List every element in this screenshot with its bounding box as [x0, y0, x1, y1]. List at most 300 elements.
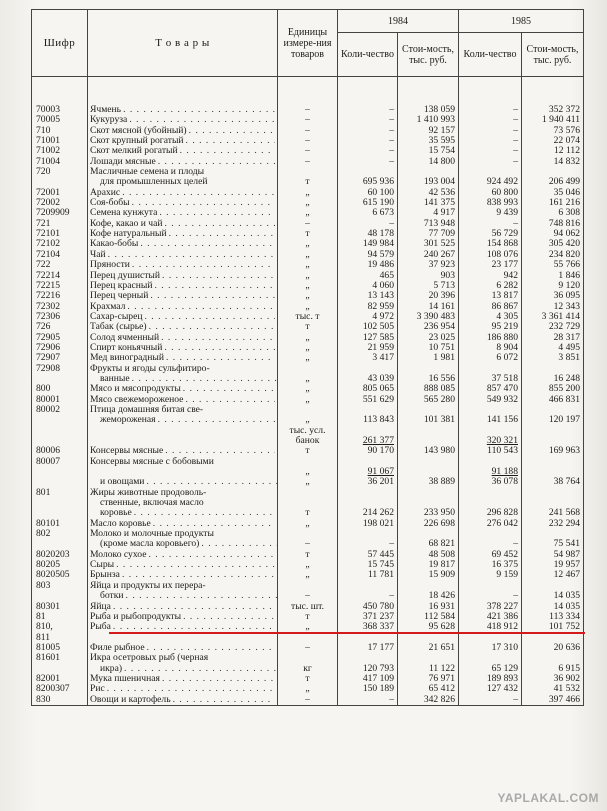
q85-value: 91 188 — [491, 466, 518, 478]
q85-value: 23 177 — [491, 259, 518, 271]
c84-value: 42 536 — [428, 186, 455, 198]
q84-cell — [338, 488, 398, 498]
unit-text-secondary: т — [305, 445, 310, 457]
unit-cell — [278, 395, 338, 405]
goods-name: Кофе, какао и чай — [90, 218, 163, 229]
unit-cell — [278, 467, 338, 488]
code-text: 726 — [36, 321, 51, 333]
name-cell — [88, 229, 278, 239]
name-cell — [88, 643, 278, 653]
dot-leader — [127, 302, 275, 312]
c85-value: 14 035 — [553, 600, 580, 612]
unit-text: „ — [305, 331, 310, 343]
name-cell — [88, 457, 278, 467]
unit-text: „ — [305, 259, 310, 271]
q84-value: 43 039 — [367, 372, 394, 384]
name-cell — [88, 146, 278, 156]
name-cell — [88, 115, 278, 125]
unit-cell — [278, 653, 338, 663]
goods-name: ственные, включая масло — [100, 498, 204, 509]
q84-value: 48 178 — [367, 228, 394, 240]
q84-cell — [338, 260, 398, 270]
unit-cell — [278, 591, 338, 601]
q85-cell — [459, 322, 522, 332]
name-cell — [88, 633, 278, 643]
code-cell — [32, 591, 88, 601]
q84-value: 17 177 — [367, 641, 394, 653]
dot-leader — [169, 229, 275, 239]
table-row — [32, 291, 584, 301]
c84-cell — [398, 353, 459, 363]
q84-value: 13 143 — [367, 290, 394, 302]
unit-text: „ — [305, 517, 310, 529]
unit-text: тыс. шт. — [291, 600, 324, 612]
dot-leader — [134, 508, 278, 518]
c84-cell — [398, 519, 459, 529]
dot-leader — [149, 322, 275, 332]
q85-value: – — [513, 135, 518, 147]
header-code: Шифр — [32, 10, 88, 77]
dot-leader — [144, 312, 275, 322]
unit-text: тыс. усл. банок — [289, 424, 326, 446]
unit-text: „ — [305, 186, 310, 198]
code-text: 72302 — [36, 300, 60, 312]
c84-value: 15 754 — [428, 145, 455, 157]
q85-value: 8 904 — [496, 341, 518, 353]
code-cell — [32, 529, 88, 539]
code-text: 72101 — [36, 228, 60, 240]
code-text: 72906 — [36, 341, 60, 353]
code-text: 803 — [36, 579, 51, 591]
unit-cell — [278, 353, 338, 363]
c85-value: 161 216 — [548, 197, 580, 209]
q84-value: 417 109 — [362, 672, 394, 684]
name-cell — [88, 395, 278, 405]
name-cell — [88, 674, 278, 684]
highlight-underline — [109, 632, 585, 634]
unit-cell — [278, 157, 338, 167]
q84-value: 120 793 — [362, 662, 394, 674]
unit-cell — [278, 488, 338, 498]
q85-cell — [459, 395, 522, 405]
name-cell — [88, 384, 278, 394]
c85-cell — [522, 395, 584, 405]
goods-name: Фрукты и ягоды сульфитиро- — [90, 363, 210, 374]
goods-name: Рис — [90, 684, 105, 695]
code-text: 81601 — [36, 652, 60, 664]
q84-value: 60 100 — [367, 186, 394, 198]
goods-name: Табак (сырье) — [90, 322, 147, 333]
q85-value: 141 156 — [486, 414, 518, 426]
c84-value: 903 — [440, 269, 455, 281]
goods-name: Масличные семена и плоды — [90, 167, 205, 178]
table-row — [32, 653, 584, 663]
q84-cell — [338, 291, 398, 301]
unit-text: т — [305, 228, 310, 240]
c84-value: 68 821 — [428, 538, 455, 550]
q85-value: 154 868 — [486, 238, 518, 250]
c85-cell — [522, 570, 584, 580]
goods-name: Яйца — [90, 601, 111, 612]
unit-text: т — [305, 507, 310, 519]
dot-leader — [189, 126, 275, 136]
c84-value: 77 709 — [428, 228, 455, 240]
code-cell — [32, 405, 88, 415]
c85-cell — [522, 291, 584, 301]
c84-value: 141 375 — [423, 197, 455, 209]
code-text: 70005 — [36, 114, 60, 126]
q84-value: 82 959 — [367, 300, 394, 312]
goods-name: Овощи и картофель — [90, 694, 171, 705]
table-row — [32, 426, 584, 457]
dot-leader — [183, 384, 275, 394]
q85-cell — [459, 622, 522, 632]
goods-name: и овощами — [100, 476, 145, 488]
c85-value: 241 568 — [548, 507, 580, 519]
dot-leader — [158, 415, 278, 425]
unit-text: – — [305, 217, 310, 229]
c85-value: 748 816 — [548, 217, 580, 229]
goods-name: Мука пшеничная — [90, 673, 160, 684]
header-year-1984: 1984 — [338, 10, 459, 33]
c84-value: 18 426 — [428, 590, 455, 602]
q85-cell — [459, 519, 522, 529]
goods-name: Кофе натуральный — [90, 229, 167, 240]
q85-value: 95 219 — [491, 321, 518, 333]
goods-name: Консервы мясные с бобовыми — [90, 456, 214, 467]
name-cell — [88, 664, 278, 674]
code-text: 810, — [36, 621, 53, 633]
c85-cell — [522, 260, 584, 270]
q85-value: 56 729 — [491, 228, 518, 240]
code-text: 72907 — [36, 352, 60, 364]
c84-cell — [398, 622, 459, 632]
code-cell — [32, 167, 88, 177]
code-cell — [32, 467, 88, 488]
goods-name: Перец душистый — [90, 270, 161, 281]
q85-value: 65 129 — [491, 662, 518, 674]
name-cell — [88, 364, 278, 374]
code-text: 81005 — [36, 641, 60, 653]
c85-value: 9 120 — [558, 279, 580, 291]
c85-value: 14 035 — [553, 590, 580, 602]
unit-text: „ — [305, 372, 310, 384]
unit-cell — [278, 519, 338, 529]
q85-cell — [459, 291, 522, 301]
c84-value: 76 971 — [428, 672, 455, 684]
q84-value-tonnes: 36 201 — [367, 476, 394, 488]
unit-cell — [278, 643, 338, 653]
c85-value: 14 832 — [553, 155, 580, 167]
dot-leader — [164, 343, 275, 353]
goods-name: Птица домашняя битая све- — [90, 404, 204, 415]
goods-name: Молоко и молочные продукты — [90, 529, 214, 540]
unit-text: – — [305, 104, 310, 115]
table-row — [32, 695, 584, 706]
code-text: 722 — [36, 259, 51, 271]
q84-value: 4 972 — [372, 310, 394, 322]
code-text: 80007 — [36, 455, 60, 467]
name-cell — [88, 488, 278, 498]
unit-text: „ — [305, 559, 310, 571]
q85-value: 13 817 — [491, 290, 518, 302]
q85-value: 418 912 — [486, 621, 518, 633]
q84-value: 465 — [379, 269, 394, 281]
q84-cell — [338, 426, 398, 457]
header-cost-1985: Стои-мость, тыс. руб. — [522, 33, 584, 77]
goods-name: Сыры — [90, 560, 115, 571]
q85-cell — [459, 591, 522, 601]
name-cell — [88, 374, 278, 384]
q84-value: – — [389, 135, 394, 147]
q85-value: 17 310 — [491, 641, 518, 653]
q85-value: – — [513, 145, 518, 157]
name-cell — [88, 219, 278, 229]
header-cost-1984: Стои-мость, тыс. руб. — [398, 33, 459, 77]
c85-value: 6 915 — [558, 662, 580, 674]
unit-cell — [278, 426, 338, 457]
c84-value: 16 556 — [428, 372, 455, 384]
q84-value: 102 505 — [362, 321, 394, 333]
code-cell — [32, 457, 88, 467]
code-cell — [32, 322, 88, 332]
dot-leader — [146, 476, 277, 487]
c85-value: 1 846 — [558, 269, 580, 281]
code-text: 830 — [36, 693, 51, 705]
c84-value: 4 917 — [433, 207, 455, 219]
goods-name: Скот мелкий рогатый — [90, 146, 178, 157]
code-cell — [32, 498, 88, 508]
q85-value: 6 072 — [496, 352, 518, 364]
c84-value: 95 628 — [428, 621, 455, 633]
c85-value: 73 576 — [553, 124, 580, 136]
goods-name: Пряности — [90, 260, 130, 271]
goods-name: ботки — [100, 591, 124, 602]
c84-cell — [398, 591, 459, 601]
q84-value: – — [389, 155, 394, 167]
q84-value: – — [389, 114, 394, 126]
c84-value: 888 085 — [423, 383, 455, 395]
c85-value: 19 957 — [553, 559, 580, 571]
q84-cell — [338, 653, 398, 663]
c85-value: 12 343 — [553, 300, 580, 312]
name-cell — [88, 560, 278, 570]
unit-text: тыс. т — [295, 310, 320, 322]
code-text: 72002 — [36, 197, 60, 209]
code-text: 70003 — [36, 104, 60, 115]
c84-cell — [398, 653, 459, 663]
name-cell — [88, 167, 278, 177]
q85-cell — [459, 260, 522, 270]
code-text: 82001 — [36, 672, 60, 684]
c85-value: 38 764 — [553, 476, 580, 488]
dot-leader — [108, 250, 275, 260]
goods-name: Ячмень — [90, 105, 122, 115]
dot-leader — [162, 271, 275, 281]
table-spacer-row — [32, 77, 584, 106]
q85-value: 4 305 — [496, 310, 518, 322]
dot-leader — [186, 136, 275, 146]
unit-text: „ — [305, 393, 310, 405]
q84-cell — [338, 395, 398, 405]
goods-name: Молоко сухое — [90, 549, 147, 560]
q85-cell — [459, 157, 522, 167]
c84-value: 14 800 — [428, 155, 455, 167]
c85-value: 232 294 — [548, 517, 580, 529]
code-text: 80205 — [36, 559, 60, 571]
dot-leader — [183, 612, 275, 622]
goods-name: Мед виноградный — [90, 353, 164, 364]
code-text: 71002 — [36, 145, 60, 157]
header-qty-1984: Коли-чество — [338, 33, 398, 77]
goods-name: Крахмал — [90, 301, 126, 312]
c84-value: 92 157 — [428, 124, 455, 136]
q84-cell — [338, 353, 398, 363]
c85-value: 12 112 — [553, 145, 580, 157]
c85-cell — [522, 426, 584, 457]
c84-cell — [398, 322, 459, 332]
c85-value: 94 062 — [553, 228, 580, 240]
name-cell — [88, 239, 278, 249]
goods-name: (кроме масла коровьего) — [100, 539, 200, 550]
table-row — [32, 622, 584, 632]
c84-cell — [398, 415, 459, 425]
name-cell — [88, 695, 278, 706]
q84-value: 695 936 — [362, 176, 394, 188]
name-cell — [88, 281, 278, 291]
goods-name: Сахар-сырец — [90, 311, 143, 322]
goods-name: коровье — [100, 508, 132, 519]
goods-name: Солод ячменный — [90, 332, 160, 343]
q85-cell — [459, 426, 522, 457]
q84-cell — [338, 591, 398, 601]
q84-cell — [338, 415, 398, 425]
q85-cell — [459, 488, 522, 498]
dot-leader — [159, 208, 275, 218]
code-text: 72216 — [36, 290, 60, 302]
unit-text: – — [305, 145, 310, 157]
q84-value-tonnes: 90 170 — [367, 445, 394, 457]
c84-cell — [398, 157, 459, 167]
goods-name: Скот крупный рогатый — [90, 136, 184, 147]
c85-cell — [522, 322, 584, 332]
q85-value: 549 932 — [486, 393, 518, 405]
unit-cell — [278, 695, 338, 706]
c84-value: 14 161 — [428, 300, 455, 312]
c84-cell — [398, 643, 459, 653]
q84-value: 198 021 — [362, 517, 394, 529]
c85-value: 20 636 — [553, 641, 580, 653]
c84-value: 19 817 — [428, 559, 455, 571]
q84-value: 4 060 — [372, 279, 394, 291]
dot-leader — [165, 446, 275, 456]
goods-name: Консервы мясные — [90, 445, 164, 457]
c84-value: 10 751 — [428, 341, 455, 353]
dot-leader — [150, 291, 275, 301]
q85-value: 421 386 — [486, 610, 518, 622]
goods-name: Перец красный — [90, 280, 153, 291]
q85-value: 16 375 — [491, 559, 518, 571]
unit-text: „ — [305, 683, 310, 695]
goods-name: Семена кунжута — [90, 208, 158, 219]
name-cell — [88, 271, 278, 281]
q85-cell — [459, 353, 522, 363]
dot-leader — [129, 115, 275, 125]
c85-value: 305 420 — [548, 238, 580, 250]
c85-value: 35 046 — [553, 186, 580, 198]
c85-cell — [522, 622, 584, 632]
c85-value: 101 752 — [548, 621, 580, 633]
c85-value: 3 851 — [558, 352, 580, 364]
watermark: YAPLAKAL.COM — [497, 791, 599, 805]
q84-value: 149 984 — [362, 238, 394, 250]
name-cell — [88, 312, 278, 322]
c85-cell — [522, 488, 584, 498]
header-year-1985: 1985 — [459, 10, 584, 33]
q85-value: 924 492 — [486, 176, 518, 188]
code-text: 80001 — [36, 393, 60, 405]
name-cell — [88, 426, 278, 457]
c84-value: 301 525 — [423, 238, 455, 250]
c85-value: 120 197 — [548, 414, 580, 426]
goods-name: Скот мясной (убойный) — [90, 125, 187, 136]
c84-value: 193 004 — [423, 176, 455, 188]
c85-value: 169 963 — [548, 445, 580, 457]
goods-name: Рыба и рыбопродукты — [90, 611, 182, 622]
unit-text: „ — [305, 290, 310, 302]
dot-leader — [122, 188, 275, 198]
c85-value: 22 074 — [553, 135, 580, 147]
c84-value: 23 025 — [428, 331, 455, 343]
c84-value: 1 410 993 — [416, 114, 455, 126]
c85-value: 855 200 — [548, 383, 580, 395]
unit-text: кг — [303, 662, 312, 674]
q85-value: – — [513, 124, 518, 136]
dot-leader — [107, 684, 275, 694]
q85-value: 378 227 — [486, 600, 518, 612]
name-cell — [88, 260, 278, 270]
c85-cell — [522, 415, 584, 425]
goods-name: Масло коровье — [90, 518, 151, 529]
unit-text: „ — [305, 341, 310, 353]
goods-name: ванные — [100, 373, 130, 384]
dot-leader — [123, 105, 275, 115]
name-cell — [88, 126, 278, 136]
c85-cell — [522, 653, 584, 663]
code-text: 80002 — [36, 403, 60, 415]
name-cell — [88, 291, 278, 301]
unit-text: „ — [305, 414, 310, 426]
table-row — [32, 643, 584, 653]
q84-value: 21 959 — [367, 341, 394, 353]
name-cell — [88, 539, 278, 549]
unit-text: – — [305, 124, 310, 136]
q85-value: – — [513, 217, 518, 229]
code-cell — [32, 291, 88, 301]
c84-value: 21 651 — [428, 641, 455, 653]
name-cell — [88, 519, 278, 529]
c85-value: 234 820 — [548, 248, 580, 260]
c84-value: 15 909 — [428, 569, 455, 581]
q85-value: – — [513, 693, 518, 705]
name-cell — [88, 208, 278, 218]
table-row — [32, 395, 584, 405]
q84-value: 3 417 — [372, 352, 394, 364]
code-text: 802 — [36, 528, 51, 540]
q84-value: 94 579 — [367, 248, 394, 260]
q85-value: 86 867 — [491, 300, 518, 312]
unit-cell — [278, 260, 338, 270]
